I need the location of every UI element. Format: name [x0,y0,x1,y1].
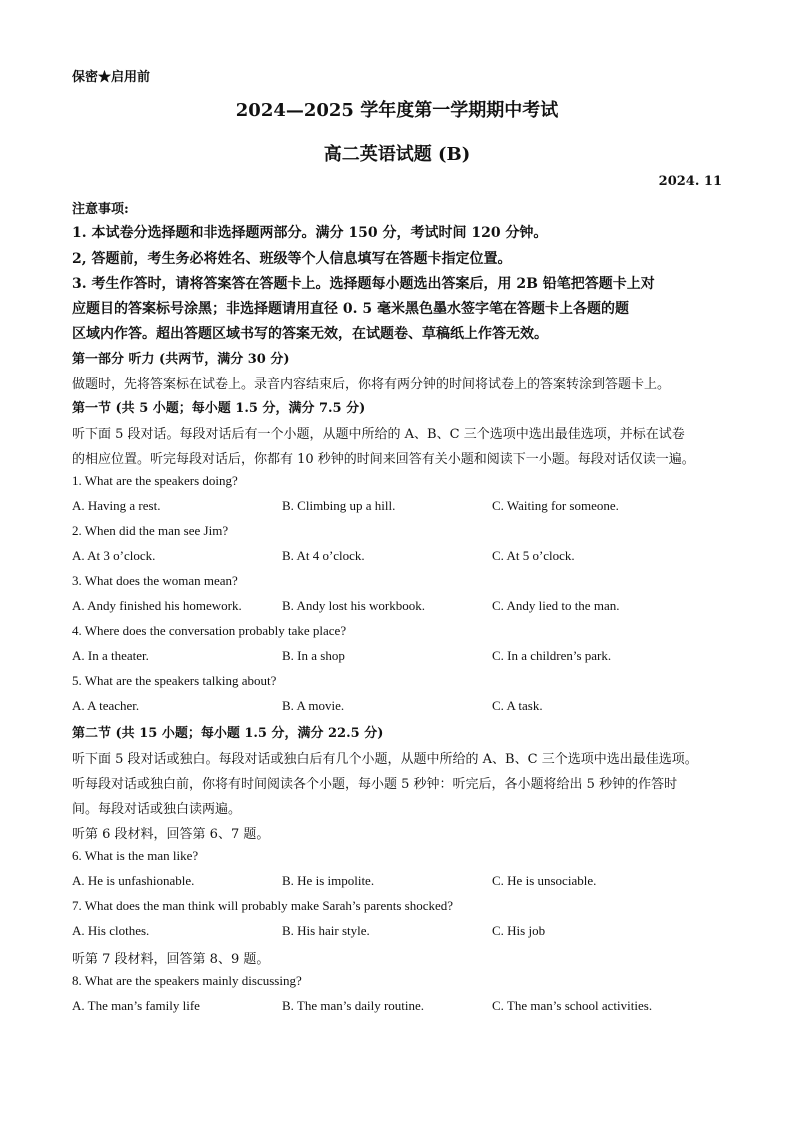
question-options [72,548,722,566]
option-a: A. Having a rest. [72,498,161,513]
question-stem: 7. What does the man think will probably make Sarah’s parents shocked? [72,898,453,913]
option-a: A. He is unfashionable. [72,873,195,888]
section2-instruction: 间。每段对话或独白读两遍。 [72,802,242,817]
question-stem: 3. What does the woman mean? [72,573,238,588]
option-b: B. He is impolite. [282,873,375,888]
section1-instruction: 听下面 5 段对话。每段对话后有一个小题，从题中所给的 A、B、C 三个选项中选出最佳选项，并标在试卷 [72,427,685,442]
notice-item: 1. 本试卷分选择题和非选择题两部分。满分 150 分，考试时间 120 分钟。 [72,225,548,241]
option-b: B. A movie. [282,698,345,713]
option-b: B. In a shop [282,648,345,663]
question-stem: 2. When did the man see Jim? [72,523,229,538]
material-label: 听第 7 段材料，回答第 8、9 题。 [72,952,270,967]
section1-heading: 第一节 (共 5 小题；每小题 1.5 分，满分 7.5 分) [72,401,366,416]
question-stem: 4. Where does the conversation probably take place? [72,623,347,638]
notice-item: 应题目的答案标号涂黑；非选择题请用直径 0. 5 毫米黑色墨水签字笔在答题卡上各题的题 [72,301,629,317]
option-c: C. The man’s school activities. [492,998,653,1013]
question-options [72,923,722,941]
option-b: B. At 4 o’clock. [282,548,365,563]
exam-title: 2024—2025 学年度第一学期期中考试 [235,100,559,121]
section2-instruction: 听每段对话或独白前，你将有时间阅读各个小题，每小题 5 秒钟：听完后，各小题将给出 5 秒钟的作答时 [72,777,678,792]
part1-intro: 做题时，先将答案标在试卷上。录音内容结束后，你将有两分钟的时间将试卷上的答案转涂到答题卡上。 [72,377,671,392]
exam-date: 2024. 11 [658,174,722,189]
option-c: C. At 5 o’clock. [492,548,575,563]
option-a: A. A teacher. [72,698,140,713]
option-a: A. His clothes. [72,923,150,938]
question-stem: 1. What are the speakers doing? [72,473,238,488]
option-c: C. Andy lied to the man. [492,598,620,613]
option-c: C. His job [492,923,546,938]
notice-item: 3. 考生作答时，请将答案答在答题卡上。选择题每小题选出答案后，用 2B 铅笔把答题卡上对 [72,276,655,292]
option-a: A. Andy finished his homework. [72,598,242,613]
option-c: C. In a children’s park. [492,648,612,663]
notice-item: 2, 答题前，考生务必将姓名、班级等个人信息填写在答题卡指定位置。 [72,251,512,267]
option-b: B. His hair style. [282,923,370,938]
notice-heading: 注意事项: [72,202,129,217]
option-c: C. Waiting for someone. [492,498,619,513]
notice-item: 区域内作答。超出答题区域书写的答案无效，在试题卷、草稿纸上作答无效。 [72,326,548,342]
option-a: A. The man’s family life [72,998,200,1013]
question-options [72,873,722,891]
option-c: C. He is unsociable. [492,873,597,888]
section1-instruction: 的相应位置。听完每段对话后，你都有 10 秒钟的时间来回答有关小题和阅读下一小题。每段对话仅读一遍。 [72,452,695,467]
option-a: A. In a theater. [72,648,149,663]
section2-heading: 第二节 (共 15 小题；每小题 1.5 分，满分 22.5 分) [72,726,384,741]
exam-subtitle: 高二英语试题 (B) [323,144,471,165]
question-options [72,598,722,616]
question-options [72,498,722,516]
option-b: B. Climbing up a hill. [282,498,396,513]
part1-heading: 第一部分 听力 (共两节，满分 30 分) [72,352,290,367]
question-options [72,998,722,1016]
option-c: C. A task. [492,698,543,713]
material-label: 听第 6 段材料，回答第 6、7 题。 [72,827,270,842]
option-a: A. At 3 o’clock. [72,548,156,563]
option-b: B. Andy lost his workbook. [282,598,426,613]
question-stem: 8. What are the speakers mainly discussing? [72,973,302,988]
confidential-label: 保密★启用前 [72,70,151,85]
question-options [72,698,722,716]
question-stem: 6. What is the man like? [72,848,199,863]
question-options [72,648,722,666]
option-b: B. The man’s daily routine. [282,998,425,1013]
question-stem: 5. What are the speakers talking about? [72,673,277,688]
section2-instruction: 听下面 5 段对话或独白。每段对话或独白后有几个小题，从题中所给的 A、B、C 三个选项中选出最佳选项。 [72,752,698,767]
